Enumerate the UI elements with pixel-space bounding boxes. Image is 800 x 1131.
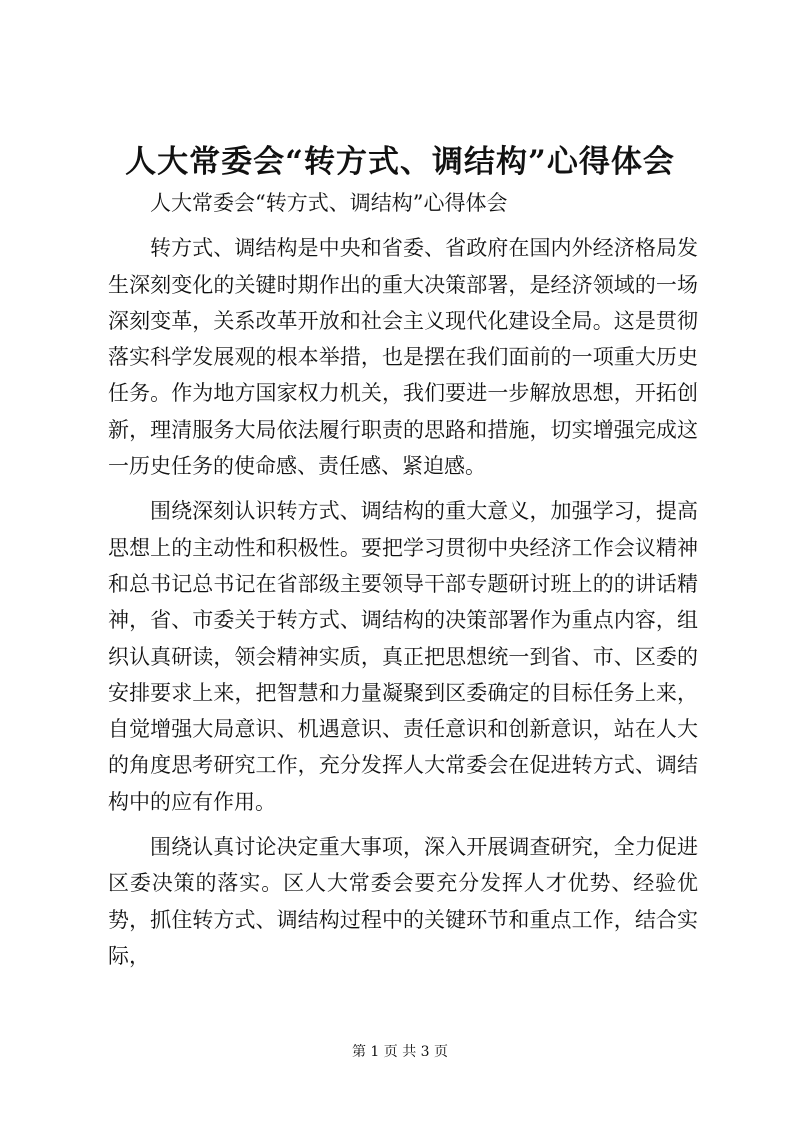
document-body	[108, 185, 698, 983]
subtitle-paragraph: 人大常委会“转方式、调结构”心得体会	[150, 191, 508, 215]
body-paragraph-2: 围绕深刻认识转方式、调结构的重大意义，加强学习，提高思想上的主动性和积极性。要把学习贯彻中央经济工作会议精神和总书记总书记在省部级主要领导干部专题研讨班上的的讲话精神，省、市委关于转方式、调结构的决策部署作为重点内容，组织认真研读，领会精神实质，真正把思想统一到省、市、区委的安排要求上来，把智慧和力量凝聚到区委确定的目标任务上来，自觉增强大局意识、机遇意识、责任意识和创新意识，站在人大的角度思考研究工作，充分发挥人大常委会在促进转方式、调结构中的应有作用。	[108, 499, 698, 814]
body-paragraph-1: 转方式、调结构是中央和省委、省政府在国内外经济格局发生深刻变化的关键时期作出的重大决策部署，是经济领域的一场深刻变革，关系改革开放和社会主义现代化建设全局。这是贯彻落实科学发展观的根本举措，也是摆在我们面前的一项重大历史任务。作为地方国家权力机关，我们要进一步解放思想，开拓创新，理清服务大局依法履行职责的思路和措施，切实增强完成这一历史任务的使命感、责任感、紧迫感。	[108, 236, 698, 479]
body-paragraph-3: 围绕认真讨论决定重大事项，深入开展调查研究，全力促进区委决策的落实。区人大常委会要充分发挥人才优势、经验优势，抓住转方式、调结构过程中的关键环节和重点工作，结合实际，	[108, 835, 698, 968]
document-title: 人大常委会“转方式、调结构”心得体会	[125, 144, 675, 180]
page-number-footer: 第 1 页 共 3 页	[351, 1044, 449, 1060]
